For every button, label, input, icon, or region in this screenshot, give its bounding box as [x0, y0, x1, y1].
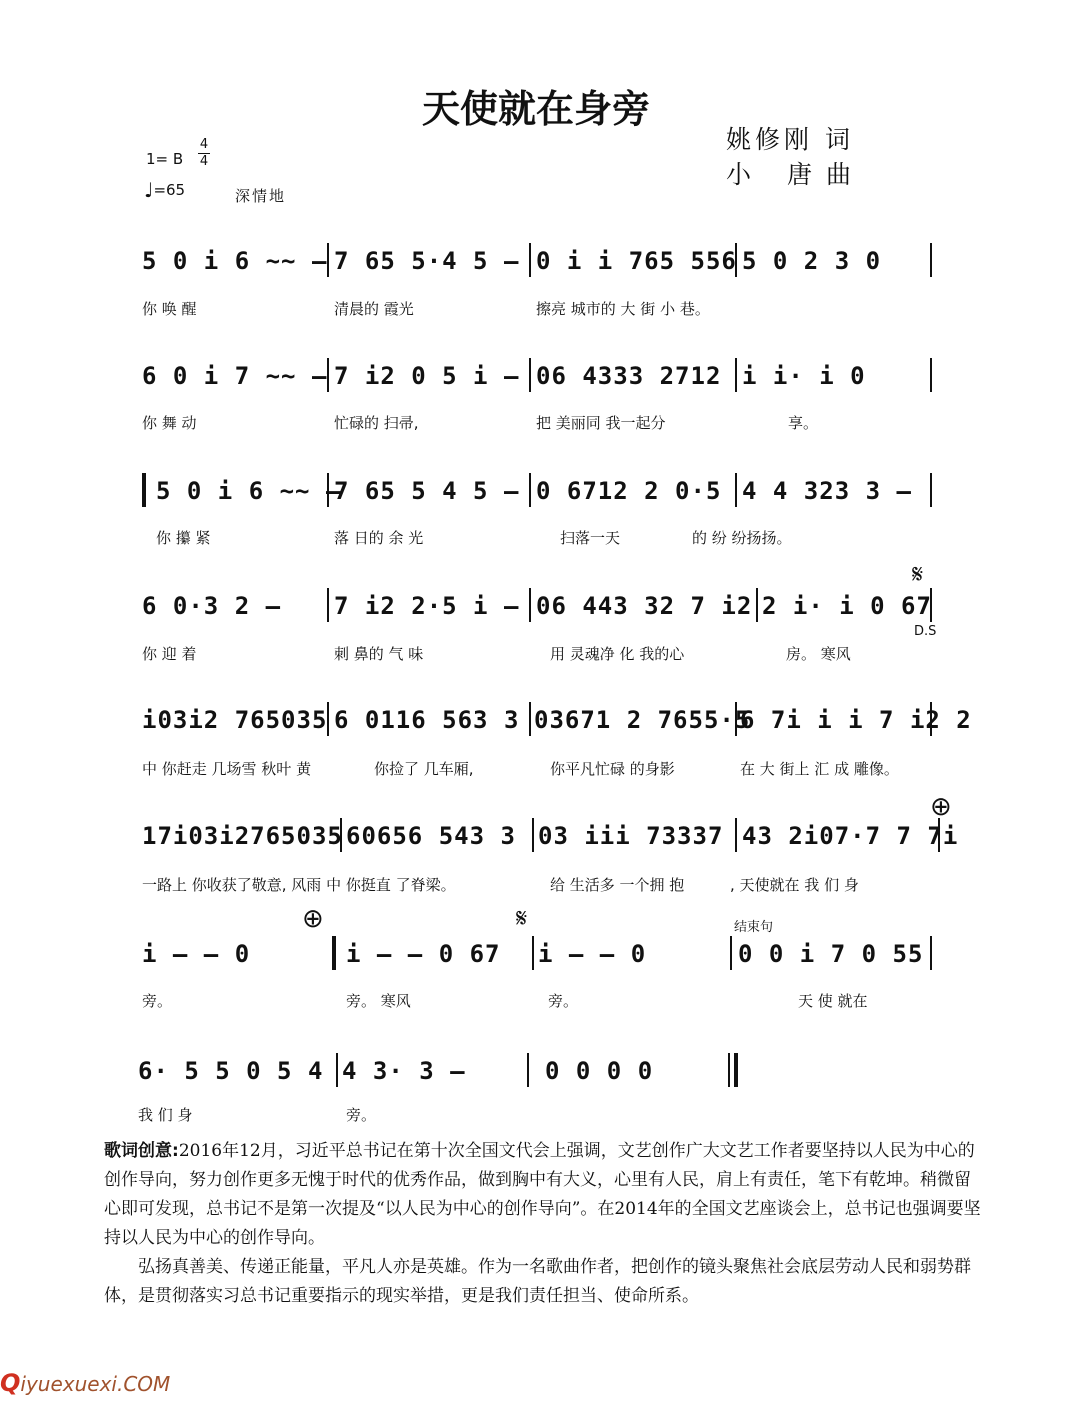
measure: i – – 0 67: [346, 940, 501, 968]
barline: [938, 818, 940, 852]
ending-label: 结束句: [734, 920, 774, 935]
barline: [327, 588, 329, 622]
lyric-text: 中 你赶走 几场雪 秋叶 黄: [142, 760, 312, 778]
lyric-text: 我 们 身: [138, 1106, 193, 1124]
time-signature: [198, 137, 210, 170]
notes-lead: 歌词创意:: [104, 1141, 179, 1161]
notes-paragraph-2: 弘扬真善美、传递正能量，平凡人亦是英雄。作为一名歌曲作者，把创作的镜头聚焦社会底层劳动人民和弱势群体，是贯彻落实习总书记重要指示的现实举措，更是我们责任担当、使命所系。: [104, 1257, 971, 1306]
lyric-text: 旁。: [346, 1106, 377, 1124]
repeat-start-barline: [142, 473, 146, 507]
measure: 03 iii 73337: [538, 822, 724, 850]
barline: [735, 358, 737, 392]
measure: 60656 543 3: [346, 822, 516, 850]
notes-paragraph-1: [104, 1137, 984, 1253]
measure: 7 65 5·4 5 –: [334, 247, 520, 275]
barline: [527, 1053, 529, 1087]
barline: [327, 243, 329, 277]
measure: i – – 0: [142, 940, 251, 968]
barline: [930, 702, 932, 736]
measure: 17i03i2765035: [142, 822, 343, 850]
lyric-text: 旁。: [548, 992, 579, 1010]
composer-credit: 小 唐曲: [726, 160, 865, 189]
barline: [735, 818, 737, 852]
expression-marking: 深情地: [235, 187, 287, 205]
measure: 2 i· i 0 67: [762, 592, 932, 620]
barline: [532, 936, 534, 970]
barline: [730, 936, 732, 970]
repeat-end-barline: [332, 936, 336, 970]
coda-icon: ⊕: [930, 792, 952, 822]
lyric-text: 落 日的 余 光: [334, 529, 424, 547]
barline: [930, 473, 932, 507]
measure: 5 0 2 3 0: [742, 247, 882, 275]
measure: 7 i2 2·5 i –: [334, 592, 520, 620]
lyric-text: 的 纷 纷扬扬。: [692, 529, 792, 547]
lyric-text: 用 灵魂净 化 我的心: [550, 645, 685, 663]
measure: 5 0 i 6 ~~ –: [156, 477, 342, 505]
measure: 06 443 32 7 i2: [536, 592, 753, 620]
watermark-q: Q: [0, 1369, 21, 1397]
measure: 0 i i 765 556: [536, 247, 737, 275]
tempo-value: =65: [153, 181, 186, 199]
barline: [529, 358, 531, 392]
notes-text-1: 2016年12月，习近平总书记在第十次全国文代会上强调，文艺创作广大文艺工作者要坚持以人民为中心的创作导向，努力创作更多无愧于时代的优秀作品，做到胸中有大义，心里有人民，肩上有责任，笔下有乾坤。稍微留心即可发现，总书记不是第一次提及“以人民为中心的创作导向”。在2014年的全国文艺座谈会上，总书记也强调要坚持以人民为中心的创作导向。: [104, 1141, 981, 1248]
watermark-rest: iyuexuexi.COM: [20, 1372, 171, 1396]
lyric-text: 你平凡忙碌 的身影: [550, 760, 675, 778]
measure: 4 3· 3 –: [342, 1057, 466, 1085]
barline: [529, 243, 531, 277]
lyric-text: 房。 寒风: [786, 645, 851, 663]
barline: [336, 1053, 338, 1087]
barline: [735, 702, 737, 736]
final-barline: [734, 1053, 738, 1087]
key-signature: 1= B: [146, 150, 184, 168]
coda-icon: ⊕: [302, 904, 324, 934]
lyric-text: 旁。: [142, 992, 173, 1010]
barline: [327, 473, 329, 507]
measure: 5 0 i 6 ~~ –: [142, 247, 328, 275]
barline: [930, 243, 932, 277]
lyricist-credit: 姚修刚 词: [726, 125, 854, 154]
barline: [529, 473, 531, 507]
barline: [327, 702, 329, 736]
site-watermark: [0, 1369, 170, 1397]
barline: [340, 818, 342, 852]
measure: i i· i 0: [742, 362, 866, 390]
measure: 0 0 0 0: [545, 1057, 654, 1085]
segno-icon: 𝄋: [912, 560, 924, 590]
barline: [756, 588, 758, 622]
segno-icon: 𝄋: [516, 904, 528, 934]
lyric-text: 擦亮 城市的 大 街 小 巷。: [536, 300, 710, 318]
barline: [930, 588, 932, 622]
measure: 06 4333 2712: [536, 362, 722, 390]
measure: 0 6712 2 0·5: [536, 477, 722, 505]
lyric-text: 在 大 街上 汇 成 雕像。: [740, 760, 899, 778]
time-top: 4: [199, 137, 209, 152]
lyric-text: 忙碌的 扫帚,: [334, 414, 419, 432]
lyric-notes: [104, 1137, 984, 1311]
measure: 6 0·3 2 –: [142, 592, 282, 620]
lyric-text: 把 美丽同 我一起分: [536, 414, 666, 432]
lyric-text: 享。: [788, 414, 819, 432]
lyric-text: 你 攥 紧: [156, 529, 211, 547]
measure: 43 2i07·7 7 7i: [742, 822, 959, 850]
barline: [529, 588, 531, 622]
barline: [930, 936, 932, 970]
measure: 0 0 i 7 0 55: [738, 940, 924, 968]
barline: [728, 1053, 730, 1087]
ds-mark: D.S: [914, 624, 937, 639]
barline: [735, 473, 737, 507]
measure: i03i2 765035: [142, 706, 328, 734]
barline: [327, 358, 329, 392]
lyric-text: 天 使 就在: [798, 992, 868, 1010]
time-bottom: 4: [199, 154, 209, 169]
measure: 6 0116 563 3: [334, 706, 520, 734]
barline: [532, 818, 534, 852]
lyric-text: 清晨的 霞光: [334, 300, 414, 318]
barline: [930, 358, 932, 392]
lyric-text: 一路上 你收获了敬意, 风雨 中 你挺直 了脊梁。: [142, 876, 456, 894]
quarter-note-icon: ♩: [144, 178, 154, 202]
measure: 03671 2 7655·5: [534, 706, 751, 734]
lyric-text: 旁。 寒风: [346, 992, 411, 1010]
measure: 7 i2 0 5 i –: [334, 362, 520, 390]
measure: 6 0 i 7 ~~ –: [142, 362, 328, 390]
lyric-text: 你 唤 醒: [142, 300, 197, 318]
measure: 7 65 5 4 5 –: [334, 477, 520, 505]
song-title: 天使就在身旁: [421, 86, 650, 131]
lyric-text: 你 舞 动: [142, 414, 197, 432]
lyric-text: 扫落一天: [560, 529, 621, 547]
measure: 6 7i i i 7 i2 2: [740, 706, 972, 734]
lyric-text: 刺 鼻的 气 味: [334, 645, 424, 663]
lyric-text: 给 生活多 一个拥 抱: [550, 876, 685, 894]
barline: [735, 243, 737, 277]
measure: 4 4 323 3 –: [742, 477, 912, 505]
lyric-text: 你 迎 着: [142, 645, 197, 663]
barline: [529, 702, 531, 736]
lyric-text: , 天使就在 我 们 身: [730, 876, 859, 894]
measure: 6· 5 5 0 5 4: [138, 1057, 324, 1085]
tempo-marking: [144, 178, 185, 202]
measure: i – – 0: [538, 940, 647, 968]
lyric-text: 你捡了 几车厢,: [374, 760, 474, 778]
